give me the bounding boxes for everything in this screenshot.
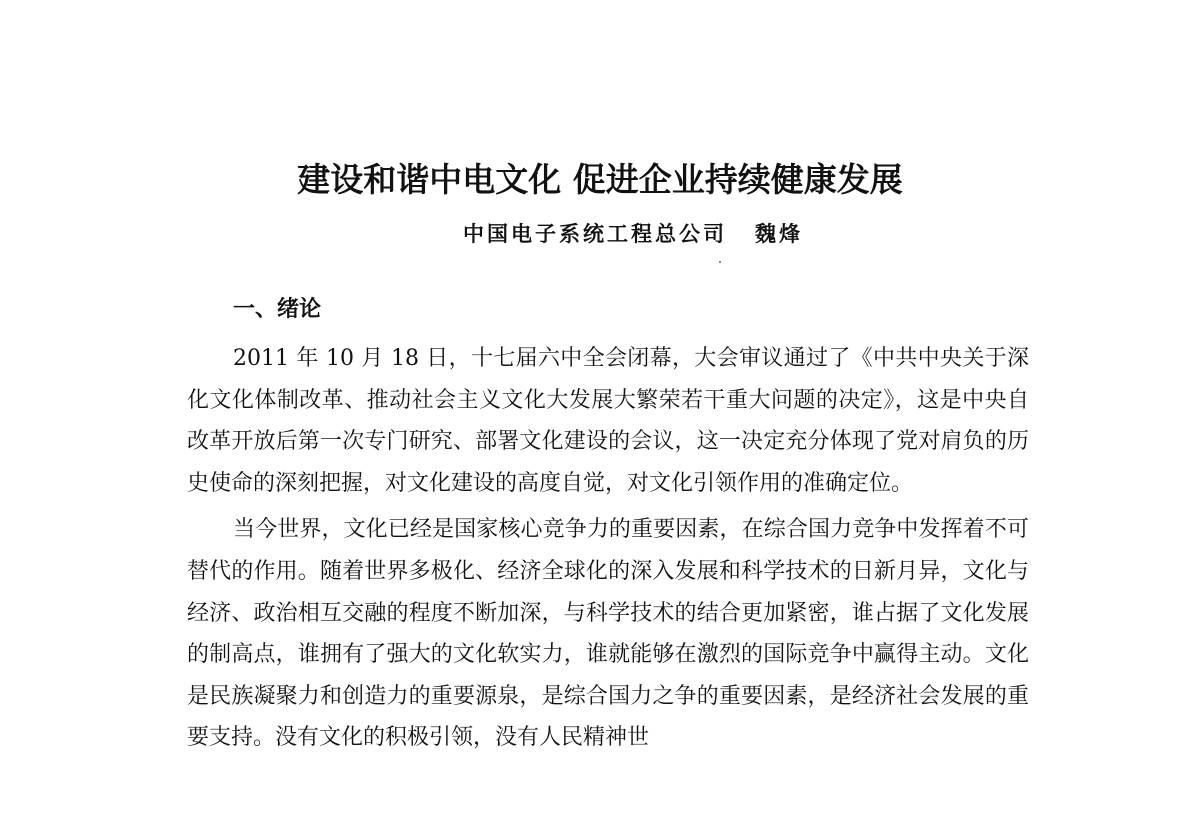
byline-organization: 中国电子系统工程总公司: [463, 221, 727, 246]
document-title: 建设和谐中电文化 促进企业持续健康发展: [297, 160, 903, 199]
section-heading: 一、绪论: [233, 296, 322, 322]
byline-author: 魏烽: [755, 221, 803, 246]
byline: [463, 219, 803, 249]
body-text: [187, 338, 1029, 759]
paragraph-1: 2011 年 10 月 18 日，十七届六中全会闭幕，大会审议通过了《中共中央关于深化文化体制改革、推动社会主义文化大发展大繁荣若干重大问题的决定》，这是中央自改革开放后第一次专门研究、部署文化建设的会议，这一决定充分体现了党对肩负的历史使命的深刻把握，对文化建设的高度自觉，对文化引领作用的准确定位。: [187, 346, 1029, 496]
paragraph-2: 当今世界，文化已经是国家核心竞争力的重要因素，在综合国力竞争中发挥着不可替代的作用。随着世界多极化、经济全球化的深入发展和科学技术的日新月异，文化与经济、政治相互交融的程度不断加深，与科学技术的结合更加紧密，谁占据了文化发展的制高点，谁拥有了强大的文化软实力，谁就能够在激烈的国际竞争中赢得主动。文化是民族凝聚力和创造力的重要源泉，是综合国力之争的重要因素，是经济社会发展的重要支持。没有文化的积极引领，没有人民精神世: [187, 517, 1029, 751]
scan-speck: [719, 261, 721, 263]
